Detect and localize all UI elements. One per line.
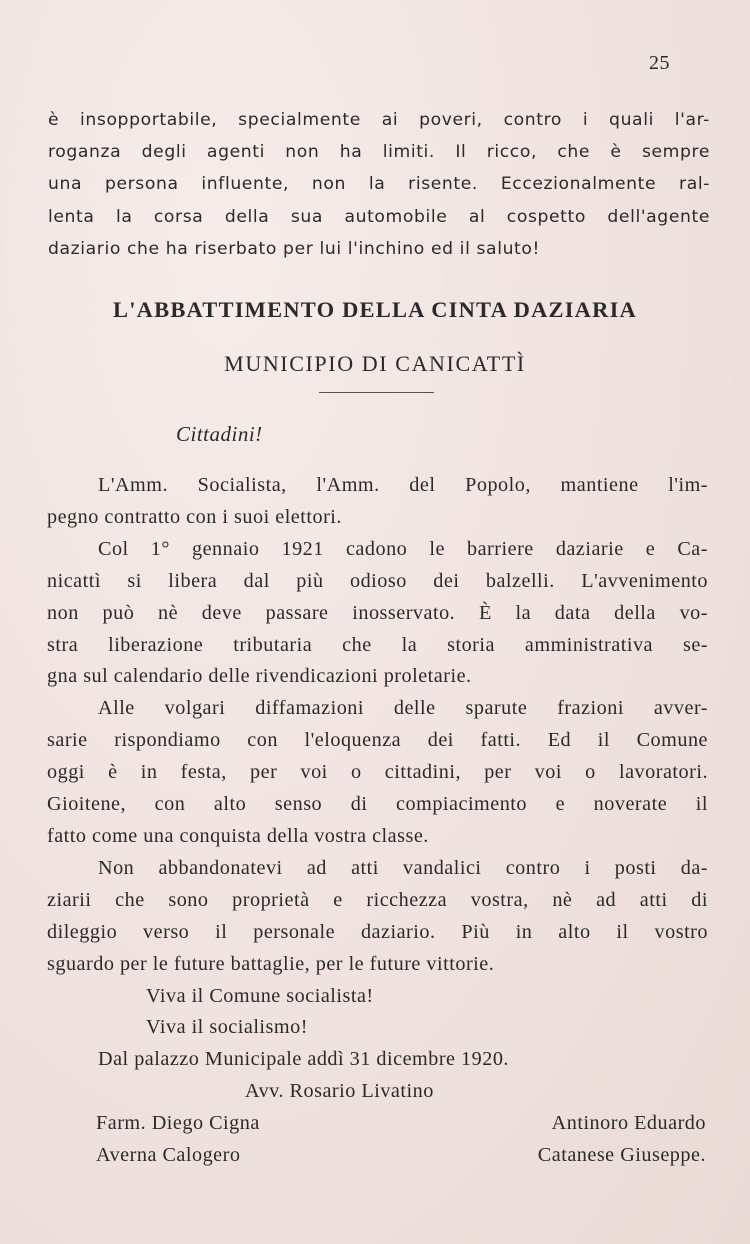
signatory: Catanese Giuseppe. (537, 1144, 706, 1167)
body-line: non può nè deve passare inosservato. È la data della vo- (47, 601, 708, 624)
signatory-lead: Avv. Rosario Livatino (245, 1080, 434, 1103)
signatory: Averna Calogero (96, 1144, 241, 1167)
body-line: L'Amm. Socialista, l'Amm. del Popolo, mantiene l'im- (98, 474, 708, 496)
intro-paragraph (48, 104, 710, 265)
intro-line: una persona influente, non la risente. Eccezionalmente ral- (48, 174, 710, 195)
signatory: Farm. Diego Cigna (96, 1112, 260, 1135)
body-line: nicattì si libera dal più odioso dei balzelli. L'avvenimento (47, 569, 708, 592)
signatory-row (96, 1108, 706, 1140)
body-line: dileggio verso il personale daziario. Più in alto il vostro (47, 920, 708, 943)
closing-line: Viva il socialismo! (146, 1016, 308, 1039)
signatory-row (96, 1140, 706, 1172)
closing-line: Viva il Comune socialista! (146, 984, 374, 1007)
intro-line: roganza degli agenti non ha limiti. Il ricco, che è sempre (48, 142, 710, 163)
body-line: sguardo per le future battaglie, per le future vittorie. (47, 952, 495, 975)
body-line: fatto come una conquista della vostra classe. (47, 824, 429, 847)
page-number: 25 (649, 52, 670, 74)
headline: L'ABBATTIMENTO DELLA CINTA DAZIARIA (113, 297, 637, 322)
divider (319, 392, 434, 393)
body-line: Alle volgari diffamazioni delle sparute frazioni avver- (98, 697, 708, 720)
body-line: Non abbandonatevi ad atti vandalici contro i posti da- (98, 856, 708, 879)
signatory: Antinoro Eduardo (551, 1112, 706, 1135)
body-line: oggi è in festa, per voi o cittadini, per voi o lavoratori. (47, 761, 708, 784)
body-line: gna sul calendario delle rivendicazioni proletarie. (47, 665, 472, 688)
body-line: pegno contratto con i suoi elettori. (47, 505, 342, 528)
intro-line: daziario che ha riserbato per lui l'inchino ed il saluto! (48, 238, 541, 259)
proclamation-body (47, 470, 708, 1172)
body-line: Col 1° gennaio 1921 cadono le barriere daziarie e Ca- (98, 537, 708, 560)
body-line: Gioitene, con alto senso di compiacimento e noverate il (47, 793, 708, 816)
dateline: Dal palazzo Municipale addì 31 dicembre 1920. (98, 1048, 509, 1071)
subheadline: MUNICIPIO DI CANICATTÌ (224, 351, 526, 376)
body-line: sarie rispondiamo con l'eloquenza dei fatti. Ed il Comune (47, 729, 708, 752)
intro-line: lenta la corsa della sua automobile al cospetto dell'agente (48, 206, 710, 227)
intro-line: è insopportabile, specialmente ai poveri, contro i quali l'ar- (48, 110, 710, 130)
body-line: ziarii che sono proprietà e ricchezza vostra, nè ad atti di (47, 888, 708, 911)
salutation: Cittadini! (176, 422, 263, 446)
body-line: stra liberazione tributaria che la storia amministrativa se- (47, 633, 708, 656)
